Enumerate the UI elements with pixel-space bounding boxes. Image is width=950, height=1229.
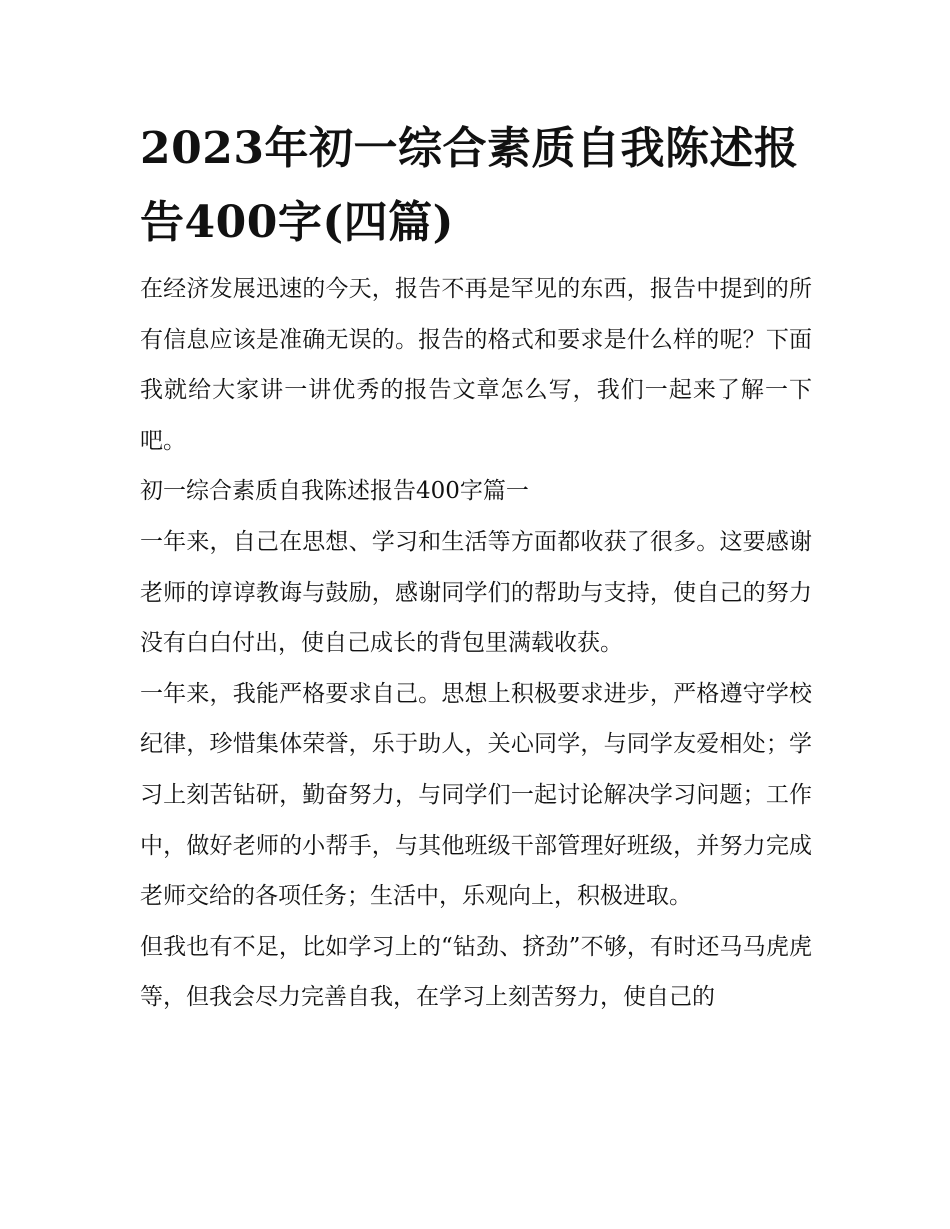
body-paragraph: 一年来，我能严格要求自己。思想上积极要求进步，严格遵守学校纪律，珍惜集体荣誉，乐于助人，关心同学，与同学友爱相处；学习上刻苦钻研，勤奋努力，与同学们一起讨论解决学习问题；工作中，做好老师的小帮手，与其他班级干部管理好班级，并努力完成老师交给的各项任务；生活中，乐观向上，积极进取。 (140, 680, 812, 910)
document-title: 2023年初一综合素质自我陈述报告400字(四篇) (140, 123, 799, 248)
intro-paragraph: 在经济发展迅速的今天，报告不再是罕见的东西，报告中提到的所有信息应该是准确无误的。报告的格式和要求是什么样的呢？下面我就给大家讲一讲优秀的报告文章怎么写，我们一起来了解一下吧。 (140, 276, 812, 454)
section-heading: 初一综合素质自我陈述报告400字篇一 (140, 478, 529, 505)
document-page (140, 112, 812, 1023)
body-paragraph: 但我也有不足，比如学习上的“钻劲、挤劲”不够，有时还马马虎虎等，但我会尽力完善自我，在学习上刻苦努力，使自己的 (140, 933, 812, 1011)
body-paragraph: 一年来，自己在思想、学习和生活等方面都收获了很多。这要感谢老师的谆谆教诲与鼓励，感谢同学们的帮助与支持，使自己的努力没有白白付出，使自己成长的背包里满载收获。 (140, 528, 812, 657)
